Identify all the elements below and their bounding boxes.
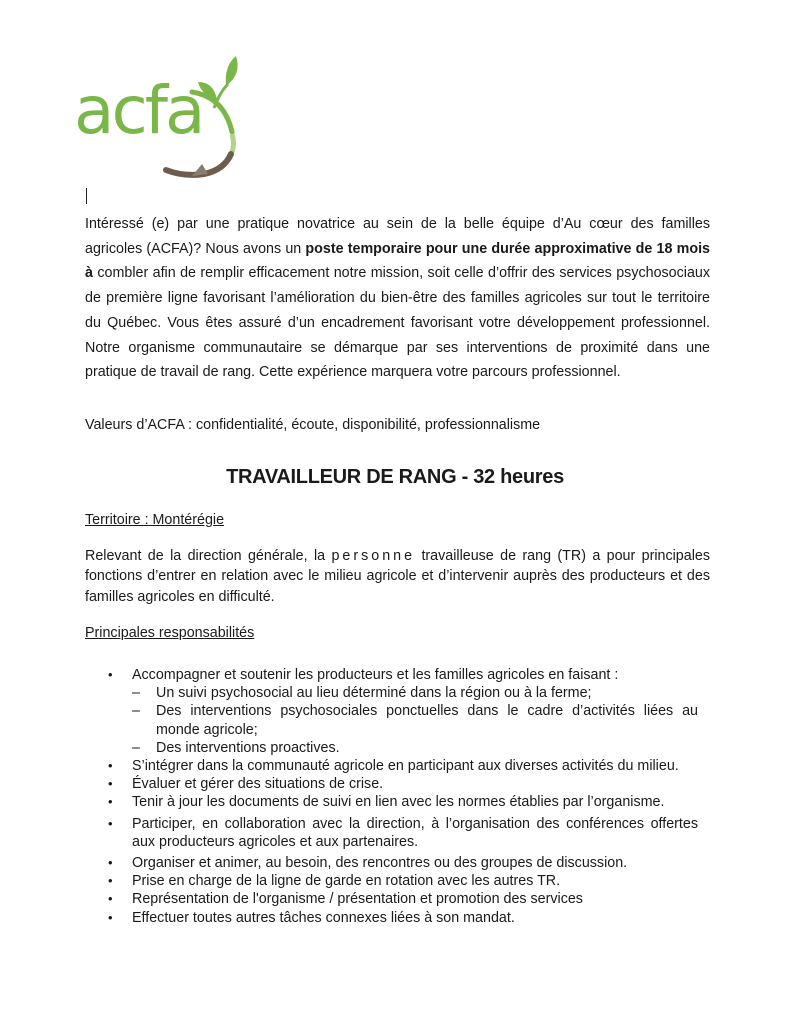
intro-text-1: Intéressé (e) par une pratique novatrice au sein de la belle équipe d’Au cœur des familles agricoles (ACFA)? Nous avons un	[85, 216, 710, 257]
list-item-text: Accompagner et soutenir les producteurs et les familles agricoles en faisant :	[132, 667, 619, 683]
list-item	[108, 909, 698, 927]
values-line: Valeurs d’ACFA : confidentialité, écoute, disponibilité, professionnalisme	[85, 417, 541, 433]
sub-list-item-text: Un suivi psychosocial au lieu déterminé dans la région ou à la ferme;	[156, 685, 592, 702]
reporting-paragraph	[85, 546, 710, 607]
list-item	[108, 890, 698, 908]
bullet-icon: •	[108, 891, 113, 907]
dash-icon: –	[132, 739, 140, 756]
list-item	[108, 757, 698, 775]
list-item	[108, 815, 698, 851]
list-item	[108, 854, 698, 872]
list-item-text: Effectuer toutes autres tâches connexes liées à son mandat.	[132, 909, 515, 926]
list-item-text: Représentation de l'organisme / présentation et promotion des services	[132, 891, 583, 908]
job-title: TRAVAILLEUR DE RANG - 32 heures	[226, 466, 564, 488]
intro-text-2: combler afin de remplir efficacement notre mission, soit celle d’offrir des services psychosociaux de première ligne favorisant l’amélioration du bien-être des familles agricoles sur tout le territoire du Québec. Vous êtes assuré d’un encadrement favorisant votre développement professionnel. Notre organisme communautaire se démarque par ses interventions de proximité dans une pratique de travail de rang. Cette expérience marquera votre parcours professionnel.	[85, 265, 710, 381]
dash-icon: –	[132, 685, 140, 702]
list-item	[108, 666, 698, 757]
bullet-icon: •	[108, 758, 113, 774]
bullet-icon: •	[108, 855, 113, 871]
responsibilities-list	[108, 666, 698, 927]
text-cursor	[86, 188, 87, 204]
sub-list-item	[132, 702, 698, 738]
territory-line: Territoire : Montérégie	[85, 512, 225, 528]
bullet-icon: •	[108, 794, 113, 810]
sub-list-item	[132, 739, 698, 757]
list-item	[108, 793, 698, 811]
bullet-icon: •	[108, 873, 113, 889]
list-item	[108, 872, 698, 890]
intro-paragraph	[85, 212, 710, 385]
dash-icon: –	[132, 703, 140, 720]
responsibilities-heading: Principales responsabilités	[85, 625, 255, 641]
reporting-text-2: travailleuse de rang (TR) a pour principales fonctions d’entrer en relation avec le milieu agricole et d’intervenir auprès des producteurs et des familles agricoles en difficulté.	[85, 548, 710, 605]
list-item-text: Participer, en collaboration avec la direction, à l’organisation des conférences offertes aux producteurs agricoles et aux partenaires.	[132, 815, 698, 850]
sub-list-item-text: Des interventions psychosociales ponctuelles dans le cadre d’activités liées au monde agricole;	[156, 703, 698, 738]
reporting-spaced-word: personne	[331, 548, 416, 564]
bullet-icon: •	[108, 909, 113, 925]
list-item-text: Tenir à jour les documents de suivi en lien avec les normes établies par l’organisme.	[132, 794, 665, 811]
sub-list	[132, 684, 698, 757]
logo-text: acfa	[74, 72, 203, 149]
list-item-text: Organiser et animer, au besoin, des rencontres ou des groupes de discussion.	[132, 855, 628, 872]
sub-list-item-text: Des interventions proactives.	[156, 739, 340, 756]
list-item-text: Évaluer et gérer des situations de crise.	[132, 776, 384, 793]
list-item	[108, 775, 698, 793]
intro-bold-text: poste temporaire pour une durée approximative de 18 mois à	[85, 240, 710, 282]
list-item-text: Prise en charge de la ligne de garde en rotation avec les autres TR.	[132, 873, 561, 890]
reporting-text-1: Relevant de la direction générale, la	[85, 548, 332, 564]
bullet-icon: •	[108, 667, 113, 682]
bullet-icon: •	[108, 815, 113, 831]
sub-list-item	[132, 684, 698, 702]
list-item-text: S’intégrer dans la communauté agricole en participant aux diverses activités du milieu.	[132, 758, 679, 775]
acfa-logo	[74, 52, 254, 182]
bullet-icon: •	[108, 776, 113, 792]
